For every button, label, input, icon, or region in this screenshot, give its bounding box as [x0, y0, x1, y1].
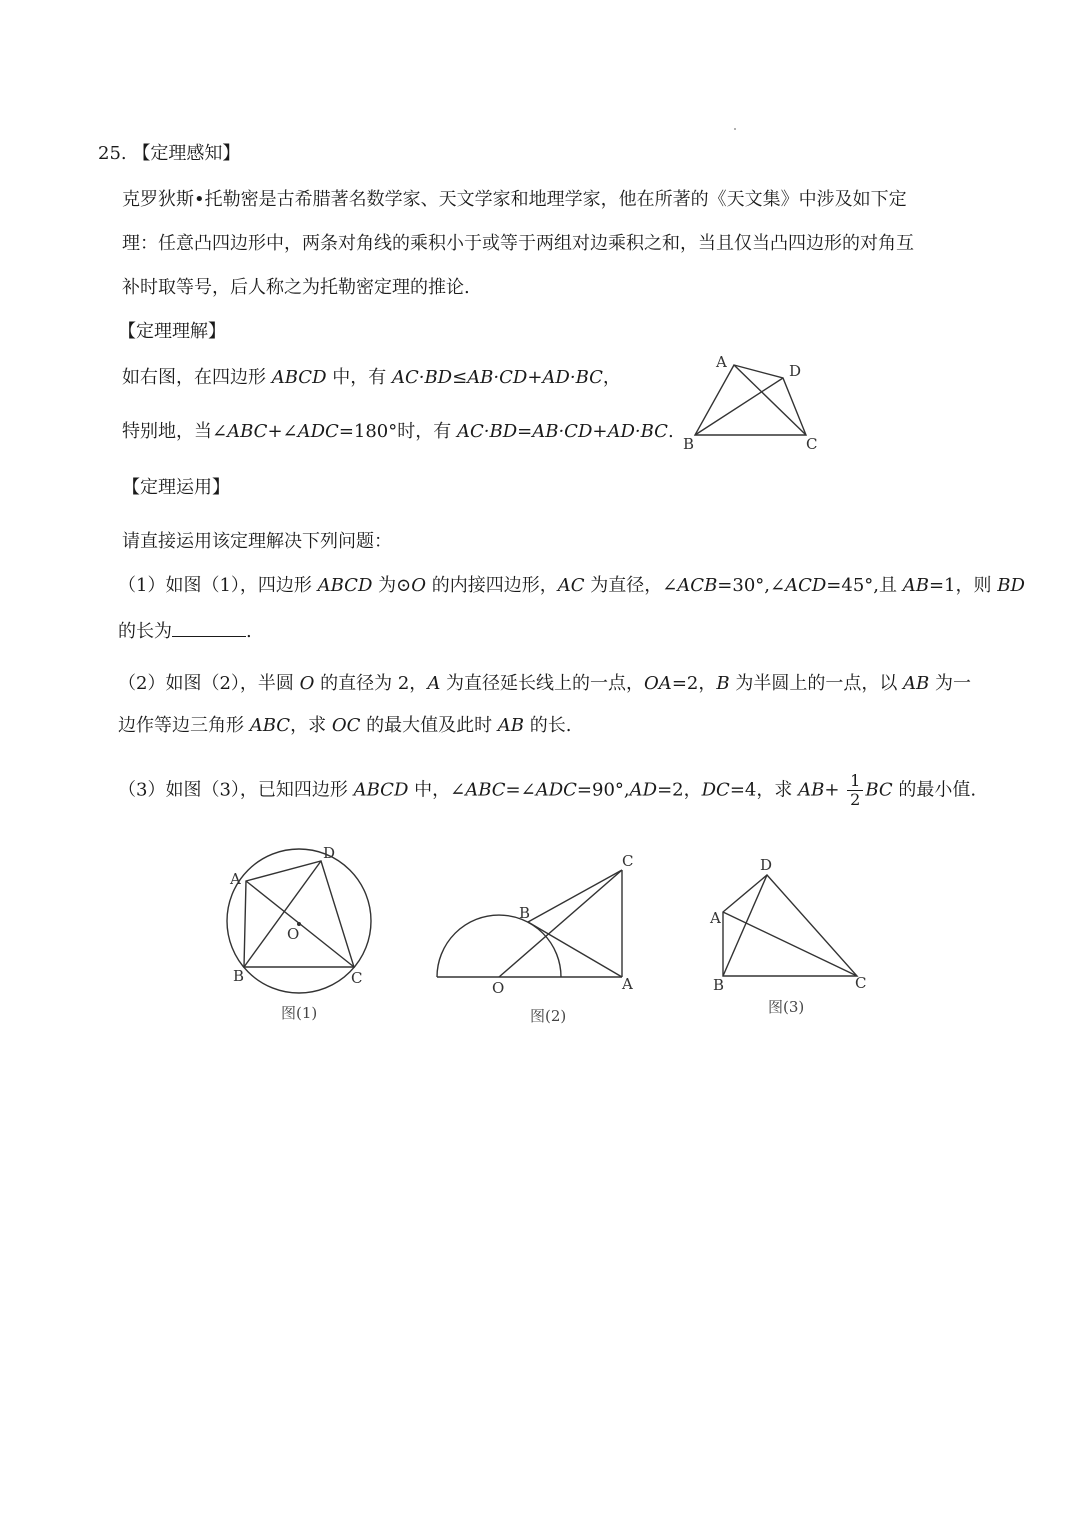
text: +∠: [267, 421, 298, 442]
segment: OC: [331, 715, 361, 736]
text: （3）如图（3），已知四边形: [118, 779, 354, 801]
text: =30°,∠: [717, 575, 786, 596]
segment: BD: [997, 575, 1025, 596]
segment: BC: [865, 779, 893, 801]
text: 中，∠: [408, 779, 466, 801]
label-a: A: [622, 975, 633, 993]
label-c: C: [351, 969, 363, 987]
text: 为半圆上的一点，以: [729, 673, 904, 694]
label-c: C: [855, 974, 867, 992]
label-a: A: [716, 353, 727, 371]
label-a: A: [230, 870, 241, 888]
text: ，: [602, 367, 621, 388]
label-b: B: [713, 976, 725, 994]
text: 为⊙: [372, 575, 412, 596]
fraction-denominator: 2: [850, 790, 861, 809]
figure-2-caption: 图(2): [530, 1007, 567, 1025]
angle-name: ABC: [227, 421, 268, 442]
text: =∠: [505, 779, 536, 801]
diagonal-bd: [723, 875, 767, 976]
angle-name: ADC: [297, 421, 339, 442]
angle-name: ABC: [465, 779, 506, 801]
text: 为一: [929, 673, 972, 694]
label-d: D: [760, 856, 773, 874]
label-o: O: [492, 979, 505, 997]
text: 中，有: [326, 367, 392, 388]
text: （2）如图（2），半圆: [118, 673, 300, 694]
label-c: C: [806, 435, 818, 453]
text: =90°,: [576, 779, 630, 801]
text: 的内接四边形，: [425, 575, 558, 596]
label-b: B: [683, 435, 695, 453]
segment: AD: [629, 779, 658, 801]
figure-1-caption: 图(1): [281, 1004, 318, 1022]
quad-outline: [723, 875, 857, 976]
text: ，求: [290, 715, 332, 736]
text: +: [824, 779, 846, 801]
intro-line-3: 补时取等号，后人称之为托勒密定理的推论.: [122, 277, 470, 298]
point: O: [299, 673, 315, 694]
label-d: D: [789, 362, 802, 380]
segment: AB: [902, 575, 929, 596]
angle-name: ADC: [535, 779, 577, 801]
intro-line-2: 理：任意凸四边形中，两条对角线的乘积小于或等于两组对边乘积之和，当且仅当凸四边形的对角互: [122, 233, 914, 254]
label-c: C: [622, 852, 634, 870]
figure-3-caption: 图(3): [768, 998, 805, 1016]
text: 的直径为 2，: [314, 673, 428, 694]
text: 如右图，在四边形: [122, 367, 272, 388]
question-number: 25.: [98, 143, 127, 164]
instruction: 请直接运用该定理解决下列问题：: [122, 531, 392, 552]
text: （1）如图（1），四边形: [118, 575, 318, 596]
heading-theorem-application: 【定理运用】: [122, 477, 230, 498]
equality: AC·BD=AB·CD+AD·BC: [456, 421, 668, 442]
intro-line-1: 克罗狄斯•托勒密是古希腊著名数学家、天文学家和地理学家，他在所著的《天文集》中涉及如下定: [122, 189, 907, 210]
text: .: [246, 621, 252, 642]
fraction-numerator: 1: [847, 772, 863, 791]
text: 为直径延长线上的一点，: [440, 673, 645, 694]
text: 的长.: [524, 715, 572, 736]
text: .: [667, 421, 674, 442]
inequality: AC·BD≤AB·CD+AD·BC: [391, 367, 603, 388]
label-b: B: [519, 904, 531, 922]
angle-name: ACD: [785, 575, 827, 596]
text: =4，求: [729, 779, 799, 801]
text: =2，: [671, 673, 717, 694]
segment: OA: [644, 673, 672, 694]
label-d: D: [323, 844, 336, 862]
heading-theorem-perception: 【定理感知】: [132, 143, 241, 164]
angle-name: ACB: [677, 575, 718, 596]
diagonal-ac: [723, 912, 857, 976]
heading-theorem-understanding: 【定理理解】: [118, 321, 226, 342]
segment: AC: [557, 575, 585, 596]
quad-name: ABCD: [317, 575, 373, 596]
quad-name: ABCD: [353, 779, 409, 801]
circle-name: O: [411, 575, 426, 596]
triangle-name: ABC: [249, 715, 291, 736]
label-a: A: [710, 909, 721, 927]
label-b: B: [233, 967, 245, 985]
segment: AB: [798, 779, 825, 801]
label-o: O: [287, 925, 300, 943]
segment: DC: [701, 779, 730, 801]
text: =2，: [657, 779, 702, 801]
text: 的最小值.: [892, 779, 977, 801]
text: =45°,且: [826, 575, 903, 596]
text: 为直径，∠: [584, 575, 678, 596]
text: 特别地，当∠: [122, 421, 228, 442]
text: 的最大值及此时: [360, 715, 498, 736]
segment: AB: [903, 673, 930, 694]
segment: AB: [497, 715, 525, 736]
text: 的长为: [118, 621, 172, 642]
point: A: [427, 673, 441, 694]
text: =1，则: [928, 575, 998, 596]
text: =180°时，有: [338, 421, 457, 442]
quad-name: ABCD: [271, 367, 327, 388]
text: 边作等边三角形: [118, 715, 250, 736]
point: B: [716, 673, 730, 694]
